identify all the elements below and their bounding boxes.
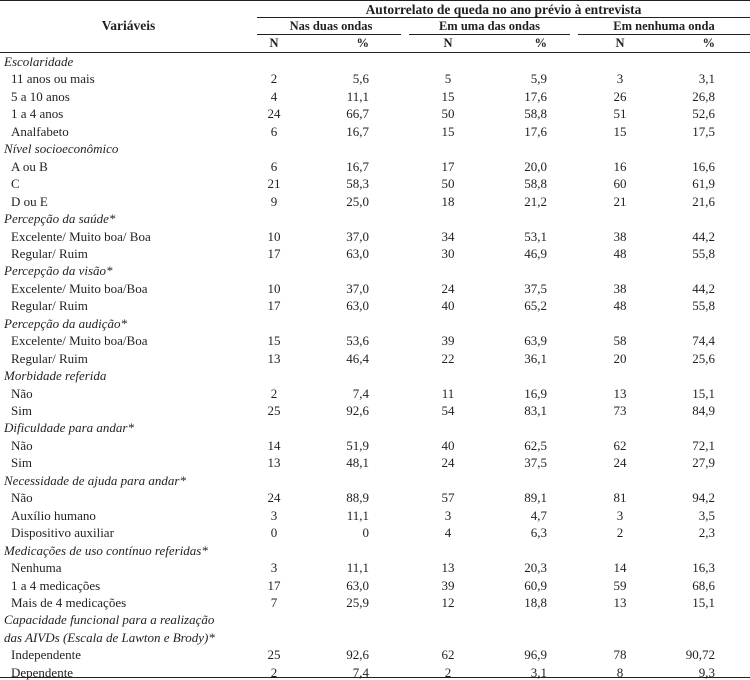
cell-percent: 20,3 <box>524 560 547 576</box>
top-rule <box>0 0 750 1</box>
cell-percent: 21,6 <box>692 193 715 209</box>
cell-percent: 58,8 <box>524 176 547 192</box>
group-rule-one-wave <box>409 34 570 35</box>
row-label: Dependente <box>11 664 74 680</box>
cell-n: 59 <box>613 577 627 593</box>
cell-percent: 63,0 <box>346 298 369 314</box>
row-label: 1 a 4 anos <box>11 106 64 122</box>
cell-percent: 17,6 <box>524 123 547 139</box>
cell-n: 24 <box>267 490 281 506</box>
cell-n: 0 <box>270 525 278 541</box>
cell-percent: 74,4 <box>692 333 715 349</box>
cell-n: 2 <box>270 664 278 680</box>
row-label: D ou E <box>11 193 48 209</box>
cell-n: 39 <box>441 577 455 593</box>
cell-percent: 15,1 <box>692 594 715 610</box>
cell-n: 50 <box>441 176 455 192</box>
cell-percent: 9,3 <box>698 664 715 680</box>
row-category-label: Dificuldade para andar* <box>4 420 134 436</box>
cell-n: 6 <box>270 123 278 139</box>
cell-n: 15 <box>613 123 627 139</box>
row-label: Auxílio humano <box>11 507 96 523</box>
row-category-label: Percepção da audição* <box>4 315 127 331</box>
cell-n: 38 <box>613 280 627 296</box>
cell-n: 34 <box>441 228 455 244</box>
row-label: Regular/ Ruim <box>11 245 88 261</box>
cell-percent: 16,9 <box>524 385 547 401</box>
cell-n: 17 <box>441 158 455 174</box>
row-category-label: Medicações de uso contínuo referidas* <box>4 542 208 558</box>
cell-n: 2 <box>616 525 624 541</box>
cell-n: 21 <box>267 176 281 192</box>
row-category-label: Morbidade referida <box>4 368 107 384</box>
cell-percent: 62,5 <box>524 437 547 453</box>
cell-percent: 65,2 <box>524 298 547 314</box>
cell-percent: 96,9 <box>524 647 547 663</box>
row-label: 1 a 4 medicações <box>11 577 101 593</box>
row-category-label: Escolaridade <box>4 54 74 69</box>
cell-percent: 37,5 <box>524 280 547 296</box>
cell-n: 17 <box>267 298 281 314</box>
cell-percent: 36,1 <box>524 350 547 366</box>
row-category-label: Capacidade funcional para a realização <box>4 612 215 628</box>
row-category-label: Nível socioeconômico <box>4 141 119 157</box>
cell-n: 2 <box>270 385 278 401</box>
cell-percent: 16,7 <box>346 158 369 174</box>
cell-n: 24 <box>613 455 627 471</box>
cell-n: 48 <box>613 298 627 314</box>
cell-percent: 53,1 <box>524 228 547 244</box>
group-header-both-waves: Nas duas ondas <box>289 19 373 33</box>
cell-n: 3 <box>444 507 452 523</box>
cell-percent: 53,6 <box>346 333 369 349</box>
cell-n: 22 <box>441 350 455 366</box>
cell-percent: 37,0 <box>346 280 369 296</box>
row-label: Regular/ Ruim <box>11 298 88 314</box>
cell-percent: 26,8 <box>692 88 715 104</box>
cell-n: 48 <box>613 245 627 261</box>
cell-n: 17 <box>267 577 281 593</box>
cell-n: 2 <box>270 71 278 87</box>
cell-percent: 51,9 <box>346 437 369 453</box>
row-label: Excelente/ Muito boa/ Boa <box>11 228 151 244</box>
cell-n: 40 <box>441 298 455 314</box>
cell-percent: 44,2 <box>692 280 715 296</box>
span-rule <box>257 17 750 18</box>
row-label: Mais de 4 medicações <box>11 594 127 610</box>
cell-n: 14 <box>267 437 281 453</box>
cell-percent: 94,2 <box>692 490 715 506</box>
row-label: Dispositivo auxiliar <box>11 525 114 541</box>
cell-percent: 88,9 <box>346 490 369 506</box>
cell-percent: 25,6 <box>692 350 715 366</box>
row-category-label: Percepção da visão* <box>4 263 113 279</box>
bottom-rule <box>0 677 750 678</box>
cell-percent: 60,9 <box>524 577 547 593</box>
cell-percent: 27,9 <box>692 455 715 471</box>
cell-percent: 0 <box>362 525 369 541</box>
n-header: N <box>443 36 453 50</box>
cell-n: 51 <box>613 106 627 122</box>
cell-n: 39 <box>441 333 455 349</box>
cell-n: 30 <box>441 245 455 261</box>
cell-percent: 46,4 <box>346 350 369 366</box>
cell-percent: 68,6 <box>692 577 715 593</box>
row-label: Sim <box>11 455 32 471</box>
row-label: Analfabeto <box>11 123 69 139</box>
group-header-no-wave: Em nenhuma onda <box>613 19 715 33</box>
span-title: Autorrelato de queda no ano prévio à entrevista <box>365 2 642 17</box>
cell-percent: 46,9 <box>524 245 547 261</box>
cell-n: 13 <box>267 350 281 366</box>
row-category-label: Percepção da saúde* <box>4 211 116 227</box>
cell-n: 14 <box>613 560 627 576</box>
cell-n: 57 <box>441 490 455 506</box>
row-category-label: Necessidade de ajuda para andar* <box>4 472 186 488</box>
cell-n: 21 <box>613 193 627 209</box>
cell-n: 15 <box>441 88 455 104</box>
row-label: 5 a 10 anos <box>11 88 70 104</box>
cell-percent: 2,3 <box>698 525 715 541</box>
cell-percent: 90,72 <box>685 647 715 663</box>
pct-header: % <box>534 36 547 50</box>
cell-percent: 83,1 <box>524 403 547 418</box>
cell-n: 3 <box>270 507 278 523</box>
pct-header: % <box>702 36 715 50</box>
cell-percent: 61,9 <box>692 176 715 192</box>
row-label: Regular/ Ruim <box>11 350 88 366</box>
cell-percent: 55,8 <box>692 298 715 314</box>
row-label: Não <box>11 385 33 401</box>
cell-n: 10 <box>267 228 281 244</box>
cell-percent: 63,0 <box>346 577 369 593</box>
cell-percent: 5,6 <box>352 71 369 87</box>
cell-percent: 58,8 <box>524 106 547 122</box>
cell-n: 17 <box>267 245 281 261</box>
cell-n: 3 <box>616 71 624 87</box>
cell-n: 13 <box>613 594 627 610</box>
row-label: Nenhuma <box>11 560 62 576</box>
cell-n: 20 <box>613 350 627 366</box>
cell-n: 3 <box>270 560 278 576</box>
cell-percent: 11,1 <box>346 88 369 104</box>
cell-n: 7 <box>270 594 278 610</box>
cell-percent: 7,4 <box>352 664 369 680</box>
cell-n: 4 <box>444 525 452 541</box>
cell-percent: 16,6 <box>692 158 715 174</box>
cell-percent: 5,9 <box>530 71 547 87</box>
cell-n: 50 <box>441 106 455 122</box>
group-rule-both-waves <box>257 34 401 35</box>
cell-percent: 11,1 <box>346 560 369 576</box>
cell-percent: 63,9 <box>524 333 547 349</box>
cell-percent: 52,6 <box>692 106 715 122</box>
cell-n: 9 <box>270 193 278 209</box>
cell-n: 16 <box>613 158 627 174</box>
row-label: Não <box>11 437 33 453</box>
cell-n: 25 <box>267 647 281 663</box>
cell-n: 15 <box>441 123 455 139</box>
cell-percent: 48,1 <box>346 455 369 471</box>
cell-percent: 25,0 <box>346 193 369 209</box>
n-header: N <box>615 36 625 50</box>
cell-percent: 3,5 <box>698 507 715 523</box>
cell-n: 13 <box>441 560 455 576</box>
cell-n: 62 <box>613 437 627 453</box>
cell-percent: 84,9 <box>692 403 715 418</box>
pct-header: % <box>356 36 369 50</box>
cell-percent: 20,0 <box>524 158 547 174</box>
cell-n: 54 <box>441 403 455 418</box>
cell-percent: 16,3 <box>692 560 715 576</box>
cell-percent: 11,1 <box>346 507 369 523</box>
cell-n: 40 <box>441 437 455 453</box>
cell-percent: 6,3 <box>530 525 547 541</box>
cell-n: 78 <box>613 647 627 663</box>
cell-n: 62 <box>441 647 455 663</box>
cell-percent: 37,5 <box>524 455 547 471</box>
cell-n: 26 <box>613 88 627 104</box>
row-label: Excelente/ Muito boa/Boa <box>11 333 148 349</box>
cell-n: 81 <box>613 490 627 506</box>
cell-n: 24 <box>441 280 455 296</box>
cell-n: 3 <box>616 507 624 523</box>
row-category-label: das AIVDs (Escala de Lawton e Brody)* <box>4 629 215 645</box>
cell-percent: 37,0 <box>346 228 369 244</box>
cell-n: 73 <box>613 403 627 418</box>
row-label: Excelente/ Muito boa/Boa <box>11 280 148 296</box>
row-label: Sim <box>11 403 32 418</box>
cell-n: 24 <box>267 106 281 122</box>
row-label: C <box>11 176 20 192</box>
cell-n: 25 <box>267 403 281 418</box>
cell-percent: 92,6 <box>346 403 369 418</box>
cell-percent: 89,1 <box>524 490 547 506</box>
cell-n: 18 <box>441 193 455 209</box>
cell-n: 4 <box>270 88 278 104</box>
variables-header: Variáveis <box>101 18 156 33</box>
row-label: 11 anos ou mais <box>11 71 95 87</box>
cell-n: 6 <box>270 158 278 174</box>
cell-n: 13 <box>267 455 281 471</box>
cell-percent: 16,7 <box>346 123 369 139</box>
cell-percent: 92,6 <box>346 647 369 663</box>
cell-percent: 3,1 <box>530 664 547 680</box>
cell-percent: 58,3 <box>346 176 369 192</box>
cell-percent: 63,0 <box>346 245 369 261</box>
cell-n: 11 <box>441 385 455 401</box>
cell-percent: 72,1 <box>692 437 715 453</box>
cell-percent: 66,7 <box>346 106 369 122</box>
cell-n: 12 <box>441 594 455 610</box>
cell-n: 13 <box>613 385 627 401</box>
cell-percent: 7,4 <box>352 385 369 401</box>
cell-n: 60 <box>613 176 627 192</box>
cell-n: 15 <box>267 333 281 349</box>
cell-n: 24 <box>441 455 455 471</box>
cell-percent: 44,2 <box>692 228 715 244</box>
row-label: Não <box>11 490 33 506</box>
n-header: N <box>269 36 279 50</box>
row-label: A ou B <box>11 158 48 174</box>
cell-n: 2 <box>444 664 452 680</box>
header-bottom-rule <box>0 52 750 53</box>
cell-n: 5 <box>444 71 452 87</box>
cell-n: 38 <box>613 228 627 244</box>
cell-percent: 15,1 <box>692 385 715 401</box>
cell-percent: 55,8 <box>692 245 715 261</box>
group-rule-no-wave <box>578 34 750 35</box>
cell-percent: 25,9 <box>346 594 369 610</box>
cell-n: 8 <box>616 664 624 680</box>
cell-percent: 18,8 <box>524 594 547 610</box>
cell-percent: 3,1 <box>698 71 715 87</box>
cell-percent: 17,5 <box>692 123 715 139</box>
cell-n: 10 <box>267 280 281 296</box>
group-header-one-wave: Em uma das ondas <box>438 19 541 33</box>
cell-percent: 4,7 <box>530 507 547 523</box>
row-label: Independente <box>11 647 82 663</box>
cell-percent: 21,2 <box>524 193 547 209</box>
cell-n: 58 <box>613 333 627 349</box>
cell-percent: 17,6 <box>524 88 547 104</box>
